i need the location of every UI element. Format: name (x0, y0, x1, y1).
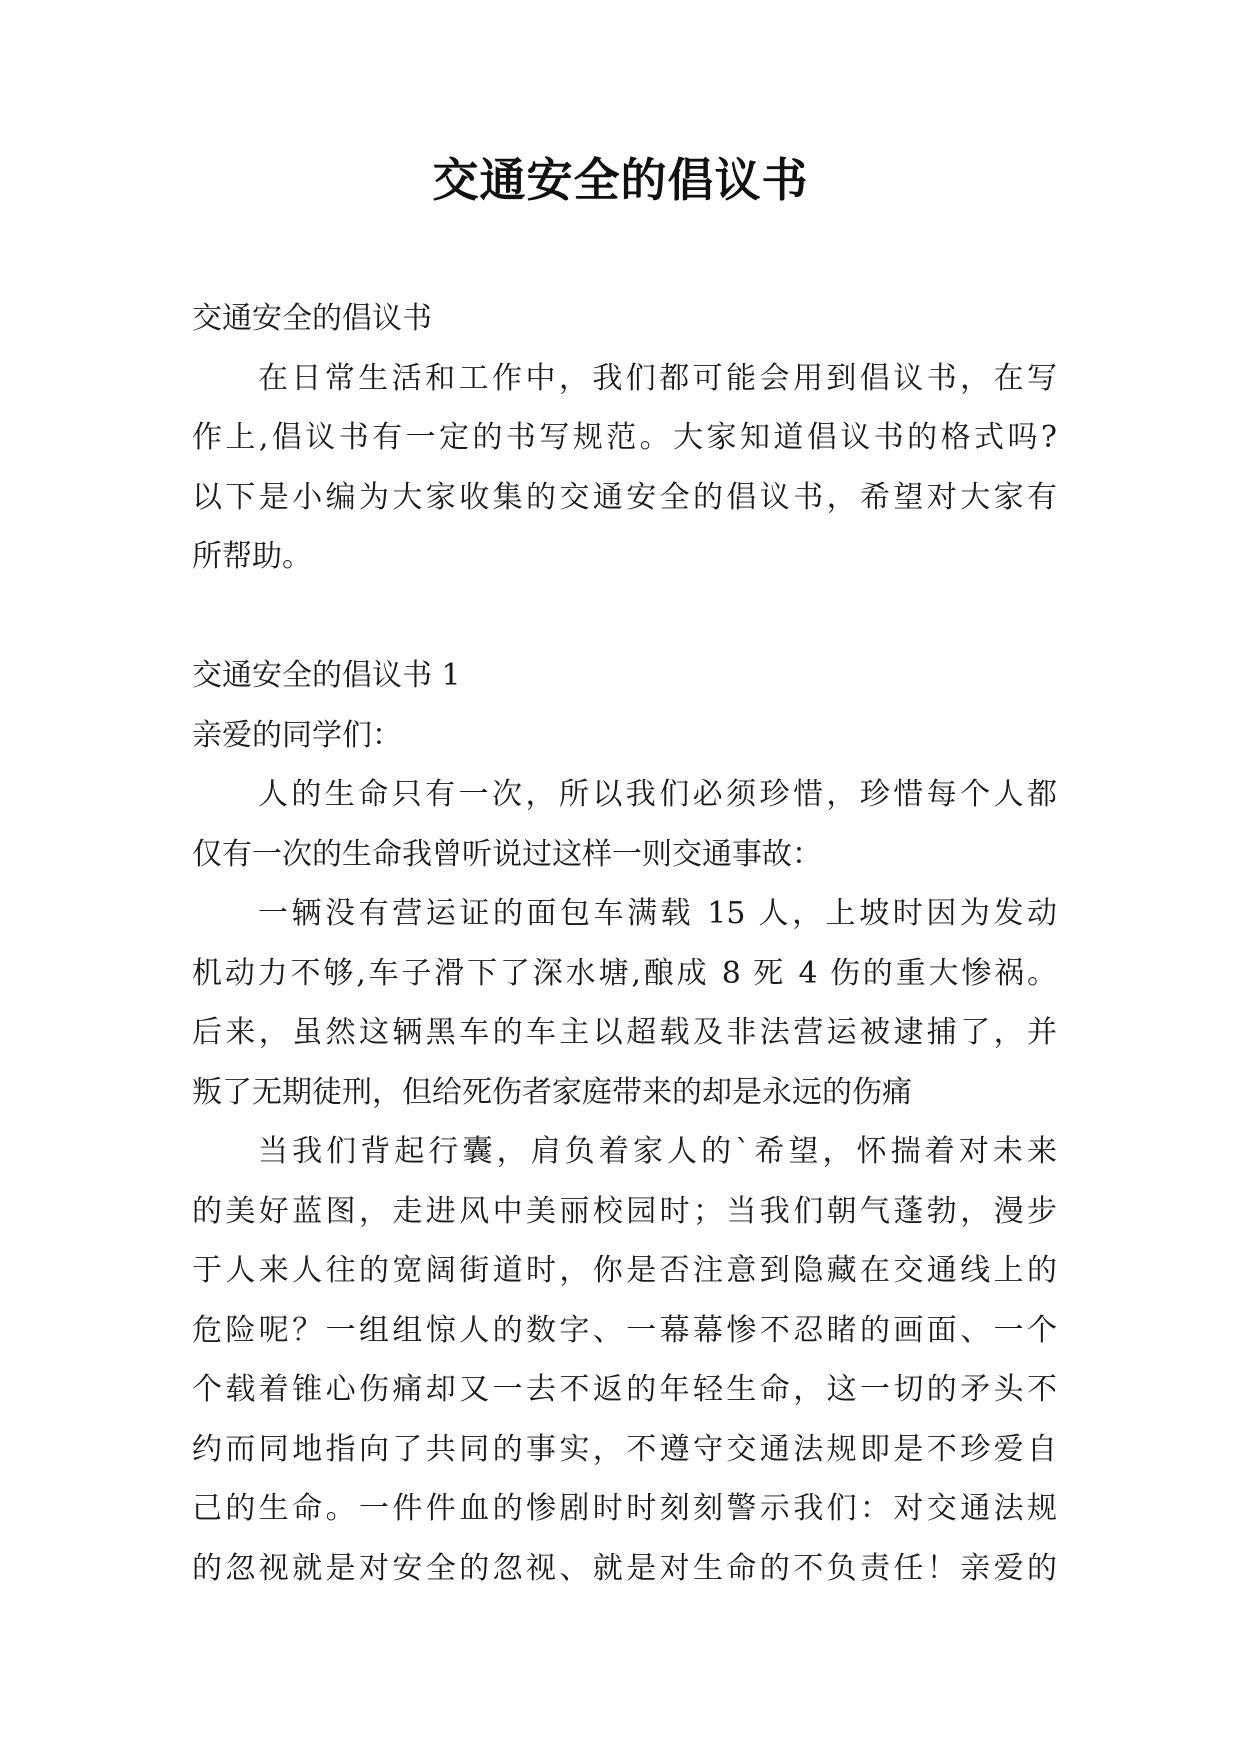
paragraph-line: 人的生命只有一次，所以我们必须珍惜，珍惜每个人都 (258, 777, 1057, 812)
intro-line: 以下是小编为大家收集的交通安全的倡议书，希望对大家有 (192, 479, 1057, 515)
paragraph-line: 的美好蓝图，走进风中美丽校园时；当我们朝气蓬勃，漫步 (192, 1193, 1057, 1229)
paragraph-line: 个载着锥心伤痛却又一去不返的年轻生命，这一切的矛头不 (192, 1372, 1057, 1407)
salutation: 亲爱的同学们： (192, 717, 402, 753)
intro-line: 在日常生活和工作中，我们都可能会用到倡议书，在写 (258, 360, 1057, 396)
paragraph-line: 机动力不够,车子滑下了深水塘,酿成 8 死 4 伤的重大惨祸。 (192, 955, 1057, 991)
paragraph-line: 叛了无期徒刑，但给死伤者家庭带来的却是永远的伤痛 (192, 1074, 912, 1110)
paragraph-line: 后来，虽然这辆黑车的车主以超载及非法营运被逮捕了，并 (192, 1015, 1057, 1050)
paragraph-line: 仅有一次的生命我曾听说过这样一则交通事故： (192, 836, 822, 872)
paragraph-line: 于人来人往的宽阔街道时，你是否注意到隐藏在交通线上的 (192, 1253, 1057, 1288)
paragraph-line: 的忽视就是对安全的忽视、就是对生命的不负责任！亲爱的 (192, 1550, 1057, 1586)
section-heading: 交通安全的倡议书 (192, 301, 432, 336)
intro-line: 作上,倡议书有一定的书写规范。大家知道倡议书的格式吗? (192, 420, 1057, 455)
blank-line (192, 587, 1057, 647)
intro-line: 所帮助。 (192, 539, 312, 574)
document-title: 交通安全的倡议书 (432, 153, 809, 207)
subsection-heading: 交通安全的倡议书 1 (192, 658, 461, 693)
document-body (192, 289, 1057, 1598)
paragraph-line: 危险呢？一组组惊人的数字、一幕幕惨不忍睹的画面、一个 (192, 1312, 1057, 1348)
paragraph-line: 己的生命。一件件血的惨剧时时刻刻警示我们：对交通法规 (192, 1491, 1057, 1526)
paragraph-line: 约而同地指向了共同的事实，不遵守交通法规即是不珍爱自 (192, 1431, 1057, 1467)
paragraph-line: 一辆没有营运证的面包车满载 15 人，上坡时因为发动 (258, 896, 1057, 931)
paragraph-line: 当我们背起行囊，肩负着家人的`希望，怀揣着对未来 (258, 1134, 1057, 1169)
